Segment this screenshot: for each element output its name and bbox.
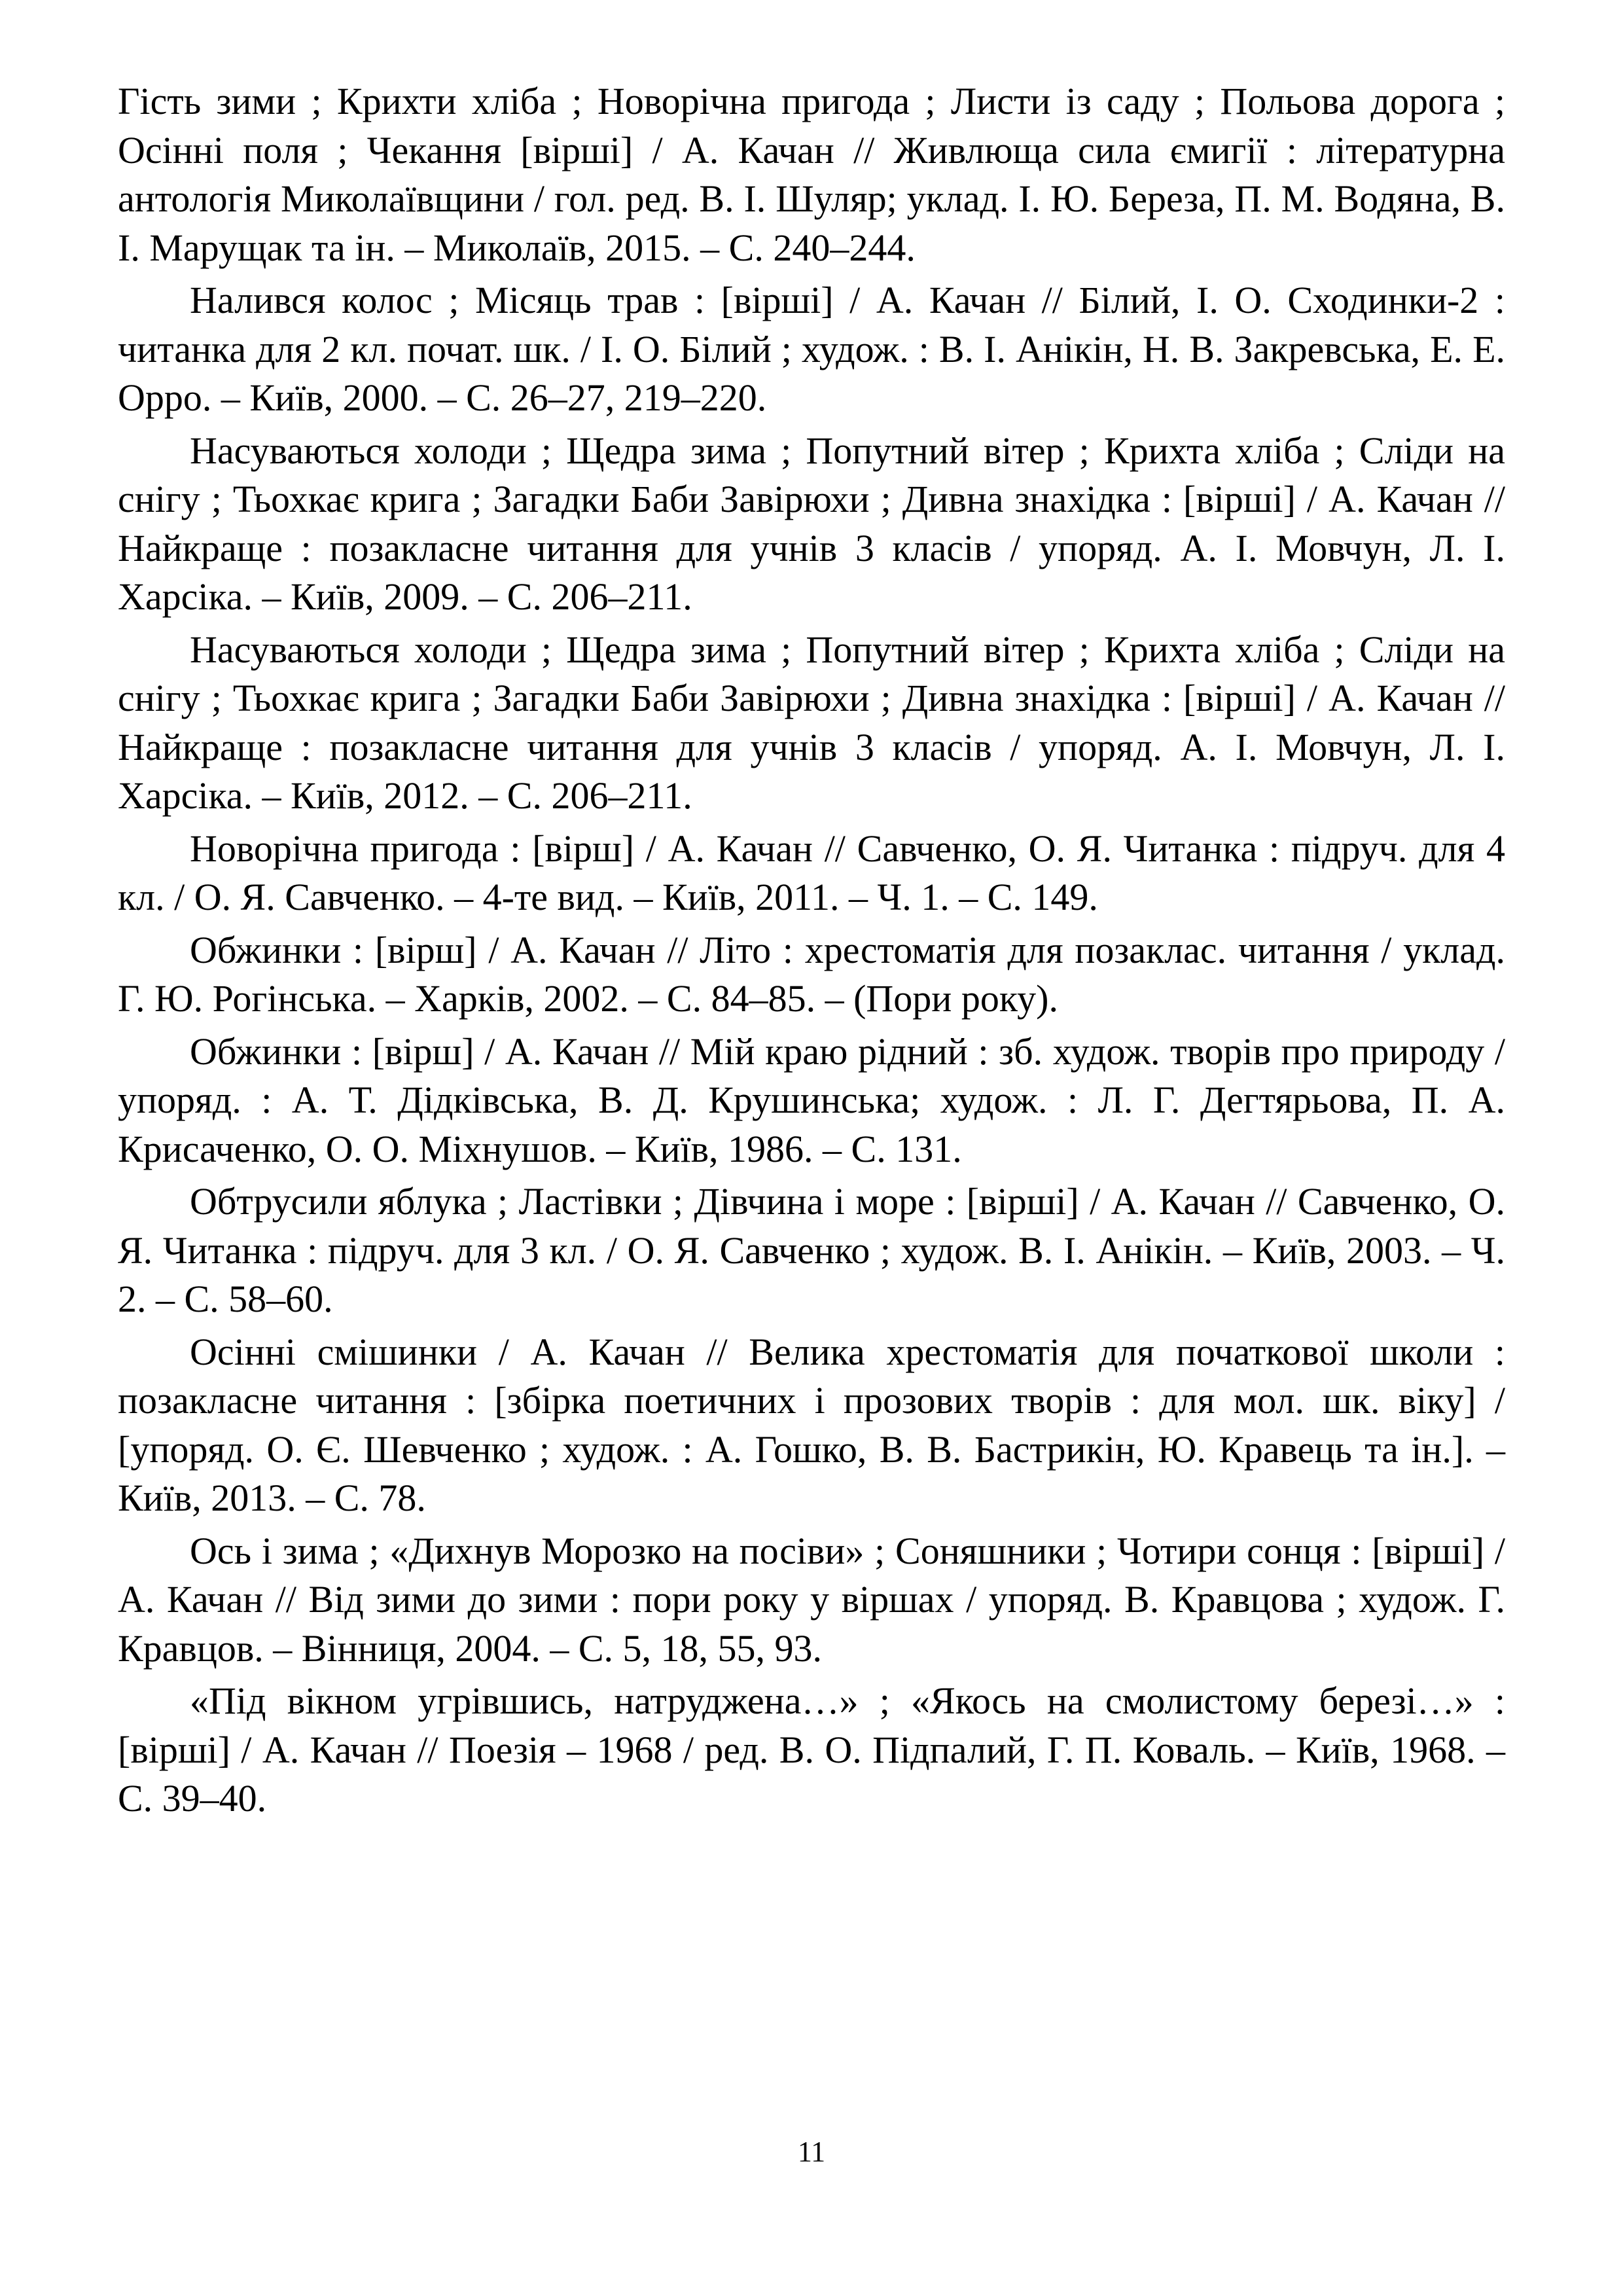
bibliography-entry: Осінні смішинки / А. Качан // Велика хрестоматія для початкової школи : позакласне читання : [збірка поетичних і прозових творів : для мол. шк. віку] / [упоряд. О. Є. Шевченко ; худож. : А. Гошко, В. В. Бастрикін, Ю. Кравець та ін.]. – Київ, 2013. – С. 78. <box>118 1330 1505 1519</box>
bibliography-entry: Обжинки : [вірш] / А. Качан // Літо : хрестоматія для позаклас. читання / уклад. Г. Ю. Рогінська. – Харків, 2002. – С. 84–85. – (Пори року). <box>118 928 1505 1020</box>
bibliography-entry: Новорічна пригода : [вірш] / А. Качан // Савченко, О. Я. Читанка : підруч. для 4 кл. / О. Я. Савченко. – 4-те вид. – Київ, 2011. – Ч. 1. – С. 149. <box>118 827 1505 918</box>
bibliography-entry: Обжинки : [вірш] / А. Качан // Мій краю рідний : зб. худож. творів про природу / упоряд. : А. Т. Дідківська, В. Д. Крушинська; худож. : Л. Г. Дегтярьова, П. А. Крисаченко, О. О. Міхнушов. – Київ, 1986. – С. 131. <box>118 1030 1505 1170</box>
bibliography-list <box>118 77 1505 1827</box>
bibliography-entry: Ось і зима ; «Дихнув Морозко на посіви» ; Соняшники ; Чотири сонця : [вірші] / А. Качан // Від зими до зими : пори року у віршах / упоряд. В. Кравцова ; худож. Г. Кравцов. – Вінниця, 2004. – С. 5, 18, 55, 93. <box>118 1529 1505 1670</box>
bibliography-entry: Налився колос ; Місяць трав : [вірші] / А. Качан // Білий, І. О. Сходинки-2 : читанка для 2 кл. почат. шк. / І. О. Білий ; худож. : В. І. Анікін, Н. В. Закревська, Е. Е. Орро. – Київ, 2000. – С. 26–27, 219–220. <box>118 279 1505 419</box>
bibliography-entry: Насуваються холоди ; Щедра зима ; Попутний вітер ; Крихта хліба ; Сліди на снігу ; Тьохкає крига ; Загадки Баби Завірюхи ; Дивна знахідка : [вірші] / А. Качан // Найкраще : позакласне читання для учнів 3 класів / упоряд. А. І. Мовчун, Л. І. Харсіка. – Київ, 2009. – С. 206–211. <box>118 429 1505 618</box>
bibliography-entry: Гість зими ; Крихти хліба ; Новорічна пригода ; Листи із саду ; Польова дорога ; Осінні поля ; Чекання [вірші] / А. Качан // Живлюща сила ємигії : літературна антологія Миколаївщини / гол. ред. В. І. Шуляр; уклад. І. Ю. Береза, П. М. Водяна, В. І. Марущак та ін. – Миколаїв, 2015. – С. 240–244. <box>118 80 1505 269</box>
bibliography-entry: «Під вікном угрівшись, натруджена…» ; «Якось на смолистому березі…» : [вірші] / А. Качан // Поезія – 1968 / ред. В. О. Підпалий, Г. П. Коваль. – Київ, 1968. – С. 39–40. <box>118 1679 1505 1820</box>
page-number: 11 <box>797 2136 826 2168</box>
bibliography-entry: Насуваються холоди ; Щедра зима ; Попутний вітер ; Крихта хліба ; Сліди на снігу ; Тьохкає крига ; Загадки Баби Завірюхи ; Дивна знахідка : [вірші] / А. Качан // Найкраще : позакласне читання для учнів 3 класів / упоряд. А. І. Мовчун, Л. І. Харсіка. – Київ, 2012. – С. 206–211. <box>118 628 1505 817</box>
bibliography-entry: Обтрусили яблука ; Ластівки ; Дівчина і море : [вірші] / А. Качан // Савченко, О. Я. Читанка : підруч. для 3 кл. / О. Я. Савченко ; худож. В. І. Анікін. – Київ, 2003. – Ч. 2. – С. 58–60. <box>118 1180 1505 1320</box>
